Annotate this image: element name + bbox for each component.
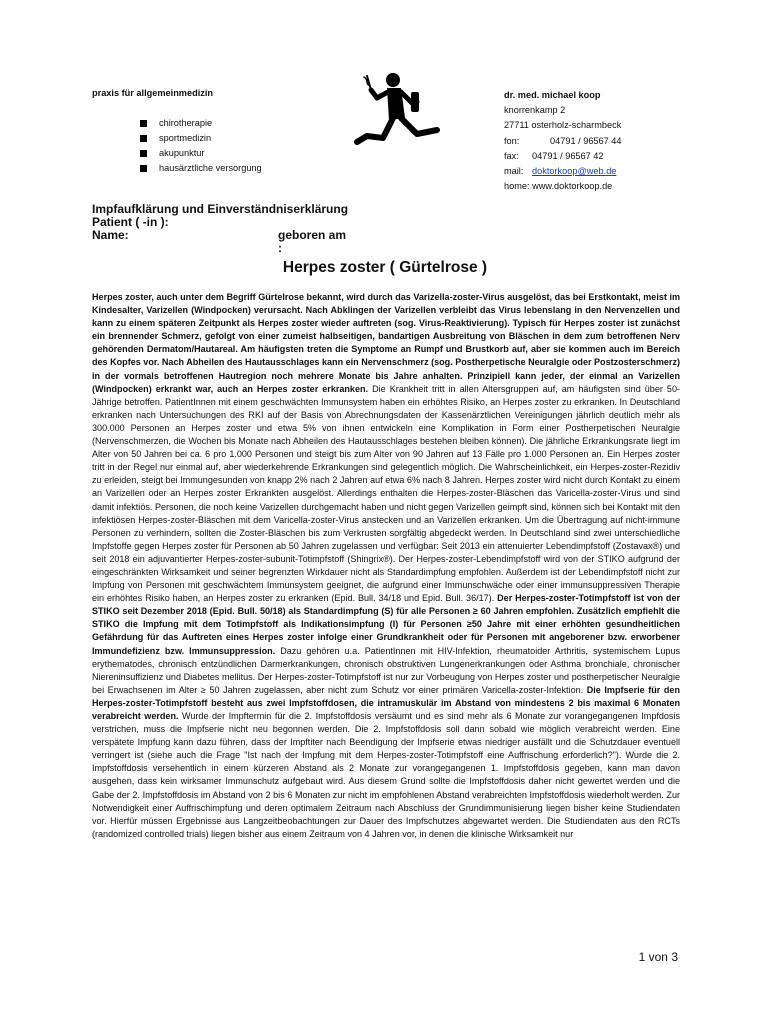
fax-row xyxy=(504,149,622,164)
document-title: Herpes zoster ( Gürtelrose ) xyxy=(282,259,488,276)
phone-label: fon: xyxy=(504,135,520,146)
service-item: hausärztliche versorgung xyxy=(92,161,262,176)
text-segment: Wurde der Impftermin für die 2. Impfstoffdosis versäumt und es sind mehr als 6 Monate zur vorangegangenen Impfdosis verstrichen, muss die Impfserie nicht neu begonnen werden. Die 2. Impfstoffdosis soll dann sobald wie möglich verabreicht werden. Eine verspätete Impfung kann dazu führen, dass der Impftiter nach Beendigung der Impfserie etwas niedriger ausfällt und die Schutzdauer eventuell verringert ist (siehe auch die Frage "Ist nach der Impfung mit dem Herpes-zoster-Totimpfstoff eine Auffrischung erforderlich?"). Wurde die 2. Impfstoffdosis versehentlich in einem kürzeren Abstand als 2 Monate zur vorangegangenen 1. Impfstoffdosis gegeben, kann man davon ausgehen, dass kein wirksamer Immunschutz aufgebaut wird. Aus diesem Grund sollte die Impfstoffdosis daher nicht gewertet werden und die Gabe der 2. Impfstoffdosis im Abstand von 2 bis 6 Monaten zur nicht im empfohlenen Abstand verabreichten Impfstoffdosis wiederholt werden. Zur Notwendigkeit einer Auffrischimpfung und deren optimalem Zeitraum nach Abschluss der Grundimmunisierung liegen bisher keine Studiendaten vor. Hierfür müssen Ergebnisse aus Langzeitbeobachtungen zur Dauer des Impfschutzes abgewartet werden. Die Studiendaten aus den RCTs (randomized controlled trials) liegen bisher aus einem Zeitraum von 4 Jahren vor, in denen die klinische Wirksamkeit nur xyxy=(92,711,680,839)
practice-label: praxis für allgemeinmedizin xyxy=(92,88,214,98)
doctor-address-block xyxy=(504,88,622,194)
fax-value: 04791 / 96567 42 xyxy=(532,150,604,161)
name-label: Name: xyxy=(92,228,129,242)
patient-label: Patient ( -in ): xyxy=(92,215,169,229)
form-heading: Impfaufklärung und Einverständniserklärung xyxy=(92,202,349,216)
text-segment: Herpes zoster, auch unter dem Begriff Gürtelrose bekannt, wird durch das Varizella-zoster-Virus ausgelöst, das bei Erstkontakt, meist im Kindesalter, Varizellen (Windpocken) verursacht. Nach Abklingen der Varizellen verbleibt das Virus lebenslang in den Nervenzellen und kann zu einem späteren Zeitpunkt als Herpes zoster wieder auftreten (sog. Virus-Reaktivierung). Typisch für Herpes zoster ist zunächst ein brennender Schmerz, gefolgt von einer zumeist halbseitigen, bandartigen Ausbreitung von Bläschen in dem zum betroffenen Nerv gehörenden Dermatom/Hautareal. Am häufigsten treten die Symptome an Rumpf und Brustkorb auf, aber sie kommen auch im Bereich des Kopfes vor. Nach Abheilen des Hautausschlages kann ein Nervenschmerz (sog. Postherpetische Neuralgie oder Postzosterschmerz) in der vormals betroffenen Hautregion noch mehrere Monate bis Jahre anhalten. Prinzipiell kann jeder, der einmal an Varizellen (Windpocken) erkrankt war, auch an Herpes zoster erkranken. xyxy=(92,292,680,394)
home-label: home: xyxy=(504,181,530,192)
services-list xyxy=(92,116,262,176)
page-number: 1 von 3 xyxy=(638,950,678,964)
phone-row xyxy=(504,134,622,149)
text-segment: Die Krankheit tritt in allen Altersgruppen auf, am häufigsten sind über 50-Jährige betroffen. PatientInnen mit einem geschwächten Immunsystem haben ein erhöhtes Risiko, an Herpes zoster zu erkranken. In Deutschland erkranken nach Untersuchungen des RKI auf der Basis von Abrechnungsdaten der Kassenärztlichen Vereinigungen jährlich deutlich mehr als 300.000 Personen an Herpes zoster und etwa 5% von ihnen entwickeln eine Komplikation in Form einer Postherpetischen Neuralgie (Nervenschmerzen, die Wochen bis Monate nach Abheilen des Hautausschlages bestehen bleiben können). Die jährliche Erkrankungsrate liegt im Alter von 50 Jahren bei ca. 6 pro 1.000 Personen und steigt bis zum Alter von 90 Jahren auf 13 Fälle pro 1.000 Personen an. Ein Herpes zoster tritt in der Regel nur einmal auf, aber wiederkehrende Erkrankungen sind gelegentlich möglich. Die Wahrscheinlichkeit, ein Herpes-zoster-Rezidiv zu erleiden, steigt bei Immungesunden von knapp 2% nach 2 Jahren auf etwa 6% nach 8 Jahren. Herpes zoster wird nicht durch Kontakt zu einem an Varizellen oder an Herpes zoster Erkrankten ausgelöst. Allerdings enthalten die Herpes-zoster-Bläschen das Varicella-zoster-Virus und sind damit infektiös. Personen, die noch keine Varizellen durchgemacht haben und nicht gegen Varizellen geimpft sind, können sich bei Kontakt mit den infektiösen Herpes-zoster-Bläschen mit dem Varicella-zoster-Virus anstecken und an Varizellen erkranken. Um die Übertragung auf nicht-immune Personen zu verhindern, sollten die Zoster-Bläschen bis zum Verkrusten sorgfältig abgedeckt werden. In Deutschland sind zwei unterschiedliche Impfstoffe gegen Herpes zoster für Personen ab 50 Jahren zugelassen und verfügbar: Seit 2013 ein attenuierter Lebendimpfstoff (Zostavax®) und seit 2018 ein adjuvantierter Herpes-zoster-subunit-Totimpfstoff (Shingrix®). Der Herpes-zoster-Lebendimpfstoff wird von der STIKO aufgrund der eingeschränkten Wirksamkeit und seiner begrenzten Wirkdauer nicht als Standardimpfung empfohlen. Außerdem ist der Lebendimpfstoff nicht zur Impfung von Personen mit geschwächtem Immunsystem geeignet, die aufgrund einer Immunschwäche oder einer immunsuppressiven Therapie ein erhöhtes Risiko haben, an Herpes zoster zu erkranken (Epid. Bull. 34/18 und Epid. Bull. 36/17). xyxy=(92,383,680,604)
mail-row xyxy=(504,164,622,179)
phone-value: 04791 / 96567 44 xyxy=(550,135,622,146)
born-label: geboren am : xyxy=(278,228,347,255)
practice-header xyxy=(92,88,262,176)
home-row xyxy=(504,179,622,194)
mail-label: mail: xyxy=(504,166,524,177)
service-item: chirotherapie xyxy=(92,116,262,131)
home-link[interactable]: www.doktorkoop.de xyxy=(532,181,613,192)
service-item: akupunktur xyxy=(92,146,262,161)
bullet-icon xyxy=(140,165,147,172)
name-row xyxy=(92,228,348,255)
fax-label: fax: xyxy=(504,150,519,161)
consent-form-header xyxy=(92,202,349,255)
doctor-name: dr. med. michael koop xyxy=(504,90,601,100)
service-item: sportmedizin xyxy=(92,131,262,146)
text-segment: Dazu gehören u.a. PatientInnen mit HIV-Infektion, rheumatoider Arthritis, systemischem Lupus erythematodes, chronisch entzündlichen Darmerkrankungen, chronisch obstruktiven Lungenerkrankungen oder Asthma bronchiale, chronischer Niereninsuffizienz und Diabetes mellitus. Der Herpes-zoster-Totimpfstoff ist nur zur Vorbeugung von Herpes zoster und postherpetischer Neuralgie bei Erwachsenen im Alter ≥ 50 Jahren zugelassen, aber nicht zum Schutz vor einer primären Varicella-zoster-Infektion. xyxy=(92,645,681,695)
mail-link[interactable]: doktorkoop@web.de xyxy=(532,166,617,177)
bullet-icon xyxy=(140,135,147,142)
text-segment: Die Impfserie für den Herpes-zoster-Totimpfstoff besteht aus zwei Impfstoffdosen, die intramuskulär im Abstand von mindestens 2 bis maximal 6 Monaten verabreicht werden. xyxy=(92,684,680,721)
bullet-icon xyxy=(140,120,147,127)
running-doctor-logo-icon xyxy=(333,68,445,162)
bullet-icon xyxy=(140,150,147,157)
city: 27711 osterholz-scharmbeck xyxy=(504,120,622,131)
body-paragraph xyxy=(92,291,680,841)
street: knorrenkamp 2 xyxy=(504,105,566,116)
text-segment: Der Herpes-zoster-Totimpfstoff ist von der STIKO seit Dezember 2018 (Epid. Bull. 50/18) als Standardimpfung (S) für alle Personen ≥ 60 Jahren empfohlen. Zusätzlich empfiehlt die STIKO die Impfung mit dem Totimpfstoff als Indikationsimpfung (I) für Personen ≥50 Jahre mit einer erhöhten gesundheitlichen Gefährdung für das Auftreten eines Herpes zoster infolge einer Grundkrankheit oder für Personen mit angeborener bzw. erworbener Immundefizienz bzw. Immunsuppression. xyxy=(92,593,680,656)
